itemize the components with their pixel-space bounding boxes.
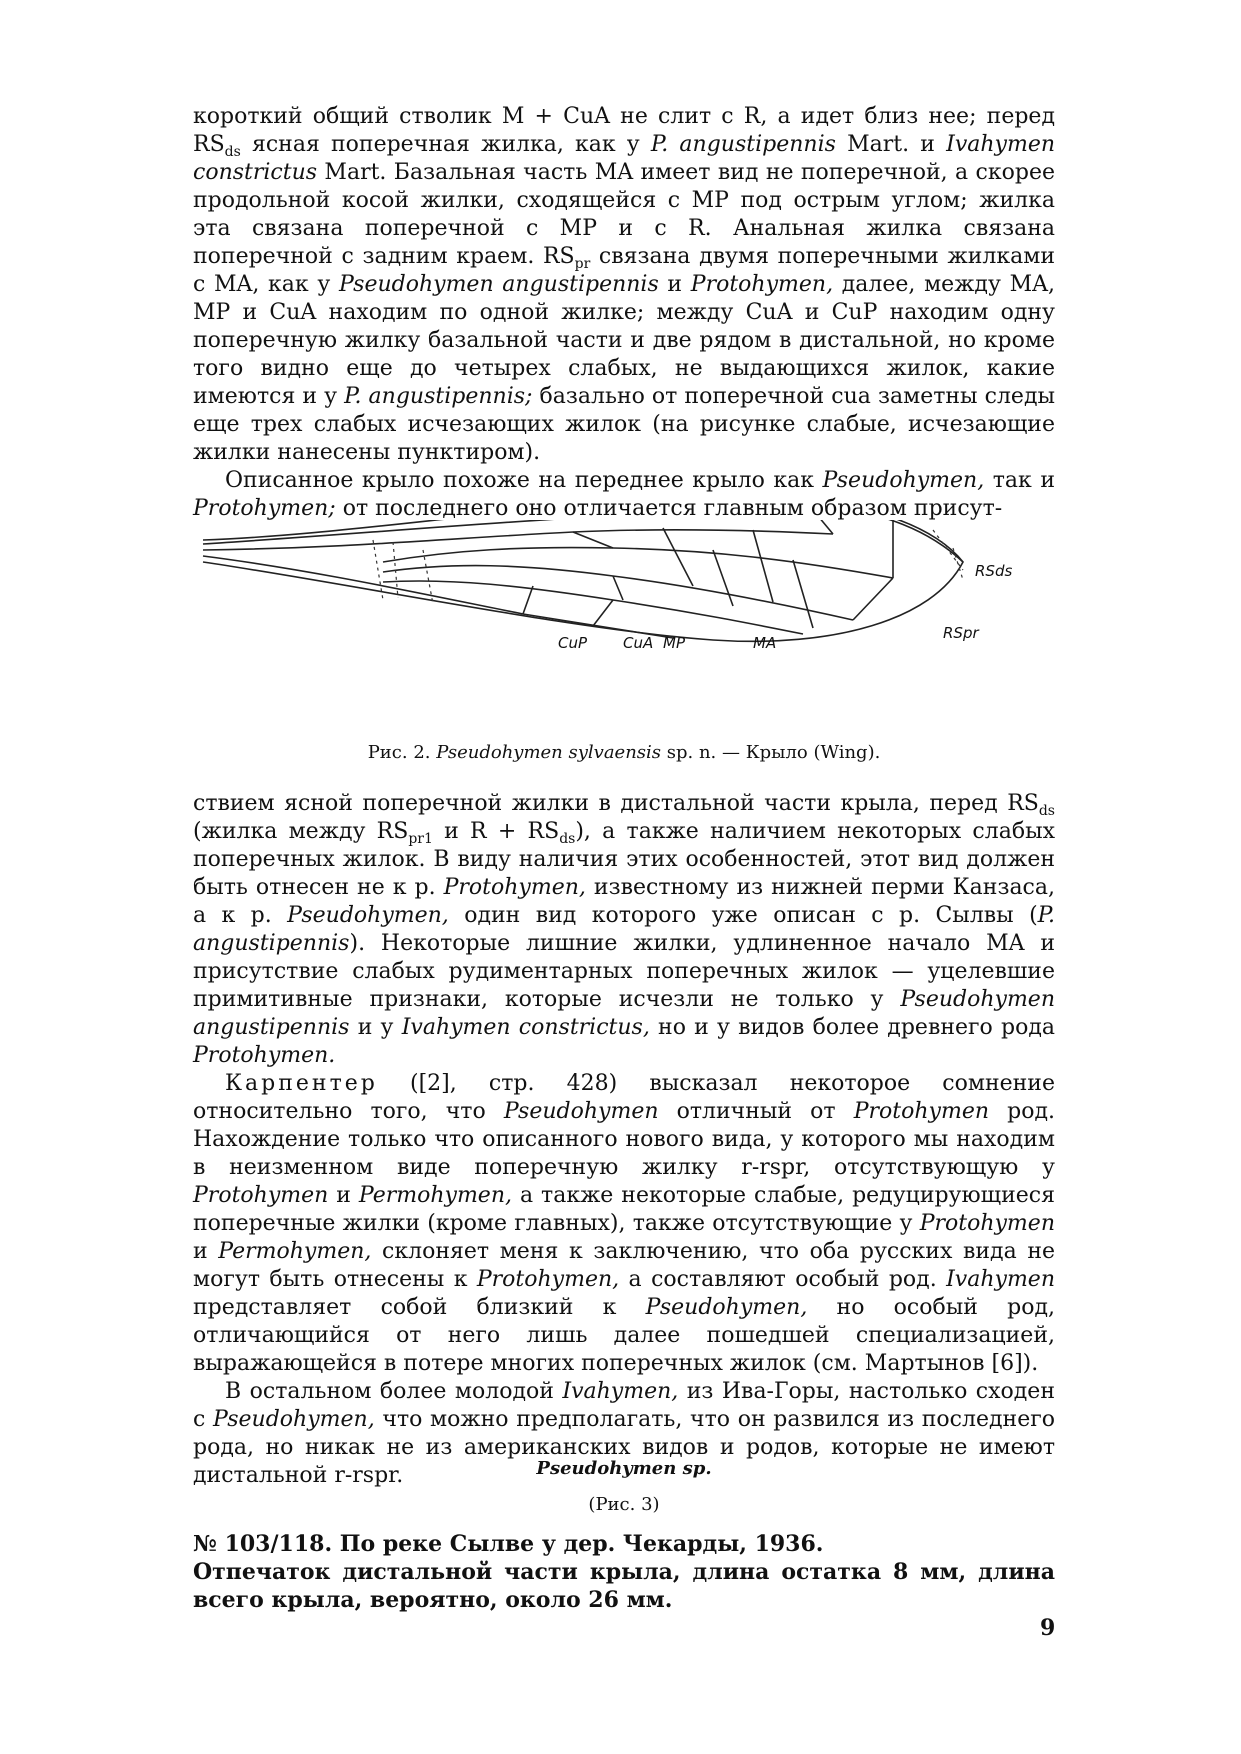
- specimen-description: Отпечаток дистальной части крыла, длина остатка 8 мм, длина всего крыла, вероятно, около 26 мм.: [193, 1559, 1055, 1613]
- label-rspr: RSpr: [943, 624, 979, 642]
- paragraph-4: Карпентер ([2], стр. 428) высказал некоторое сомнение относительно того, что Pseudohymen отличный от Protohymen род. Нахождение только что описанного нового вида, у которого мы находим в неизменном виде поперечную жилку r-rspr, отсутствующую у Protohymen и Permohymen, а также некоторые слабые, редуцирующиеся поперечные жилки (кроме главных), также отсутствующие у Protohymen и Permohymen, склоняет меня к заключению, что оба русских вида не могут быть отнесены к Protohymen, а составляют особый род. Ivahymen представляет собой близкий к Pseudohymen, но особый род, отличающийся от него лишь далее пошедшей специализацией, выражающейся в потере многих поперечных жилок (см. Мартынов [6]).: [193, 1071, 1055, 1376]
- figure-caption: Рис. 2. Pseudohymen sylvaensis sp. n. — Крыло (Wing).: [367, 742, 881, 763]
- section-figref: (Рис. 3): [588, 1494, 660, 1515]
- paragraph-1: короткий общий стволик M + CuA не слит с R, а идет близ нее; перед $RS_{ds}$ ясная поперечная жилка, как у P. angustipennis Mart. и Ivahymen constrictus Mart. Базальная часть MA имеет вид не поперечной, а скорее продольной косой жилки, сходящейся с MP под острым углом; жилка эта связана поперечной с MP и с R. Анальная жилка связана поперечной с задним краем. $RS_{pr}$ связана двумя поперечными жилками с MA, как у Pseudohymen angustipennis и Protohymen, далее, между MA, MP и CuA находим по одной жилке; между CuA и CuP находим одну поперечную жилку базальной части и две рядом в дистальной, но кроме того видно еще до четырех слабых, не выдающихся жилок, какие имеются и у P. angustipennis; базально от поперечной cua заметны следы еще трех слабых исчезающих жилок (на рисунке слабые, исчезающие жилки нанесены пунктиром).: [193, 104, 1056, 465]
- label-rsds: RSds: [975, 562, 1013, 580]
- paragraph-2: Описанное крыло похоже на переднее крыло как Pseudohymen, так и Protohymen; от последнего оно отличается главным образом присут-: [193, 468, 1055, 521]
- paragraph-3: ствием ясной поперечной жилки в дистальной части крыла, перед $RS_{ds}$ (жилка между $RS_{pr1}$ и $R + RS_{ds}$), а также наличием некоторых слабых поперечных жилок. В виду наличия этих особенностей, этот вид должен быть отнесен не к р. Protohymen, известному из нижней перми Канзаса, а к р. Pseudohymen, один вид которого уже описан с р. Сылвы (P. angustipennis). Некоторые лишние жилки, удлиненное начало MA и присутствие слабых рудиментарных поперечных жилок — уцелевшие примитивные признаки, которые исчезли не только у Pseudohymen angustipennis и у Ivahymen constrictus, но и у видов более древнего рода Protohymen.: [193, 791, 1056, 1068]
- wing-figure: [193, 520, 1055, 756]
- label-cup: CuP: [558, 634, 588, 652]
- paragraph-5: В остальном более молодой Ivahymen, из Ива-Горы, настолько сходен с Pseudohymen, что можно предполагать, что он развился из последнего рода, но никак не из американских видов и родов, которые не имеют дистальной r-rspr.: [193, 1379, 1055, 1488]
- section-title: Pseudohymen sp.: [536, 1458, 712, 1479]
- label-mp: MP: [663, 634, 685, 652]
- text-block-bottom: [193, 790, 1055, 1490]
- label-cua: CuA: [623, 634, 654, 652]
- section-body: [193, 1530, 1055, 1614]
- specimen-line: № 103/118. По реке Сылве у дер. Чекарды, 1936.: [193, 1531, 824, 1557]
- text-block-top: [193, 103, 1055, 523]
- page-number: 9: [1040, 1615, 1056, 1641]
- label-ma: MA: [753, 634, 777, 652]
